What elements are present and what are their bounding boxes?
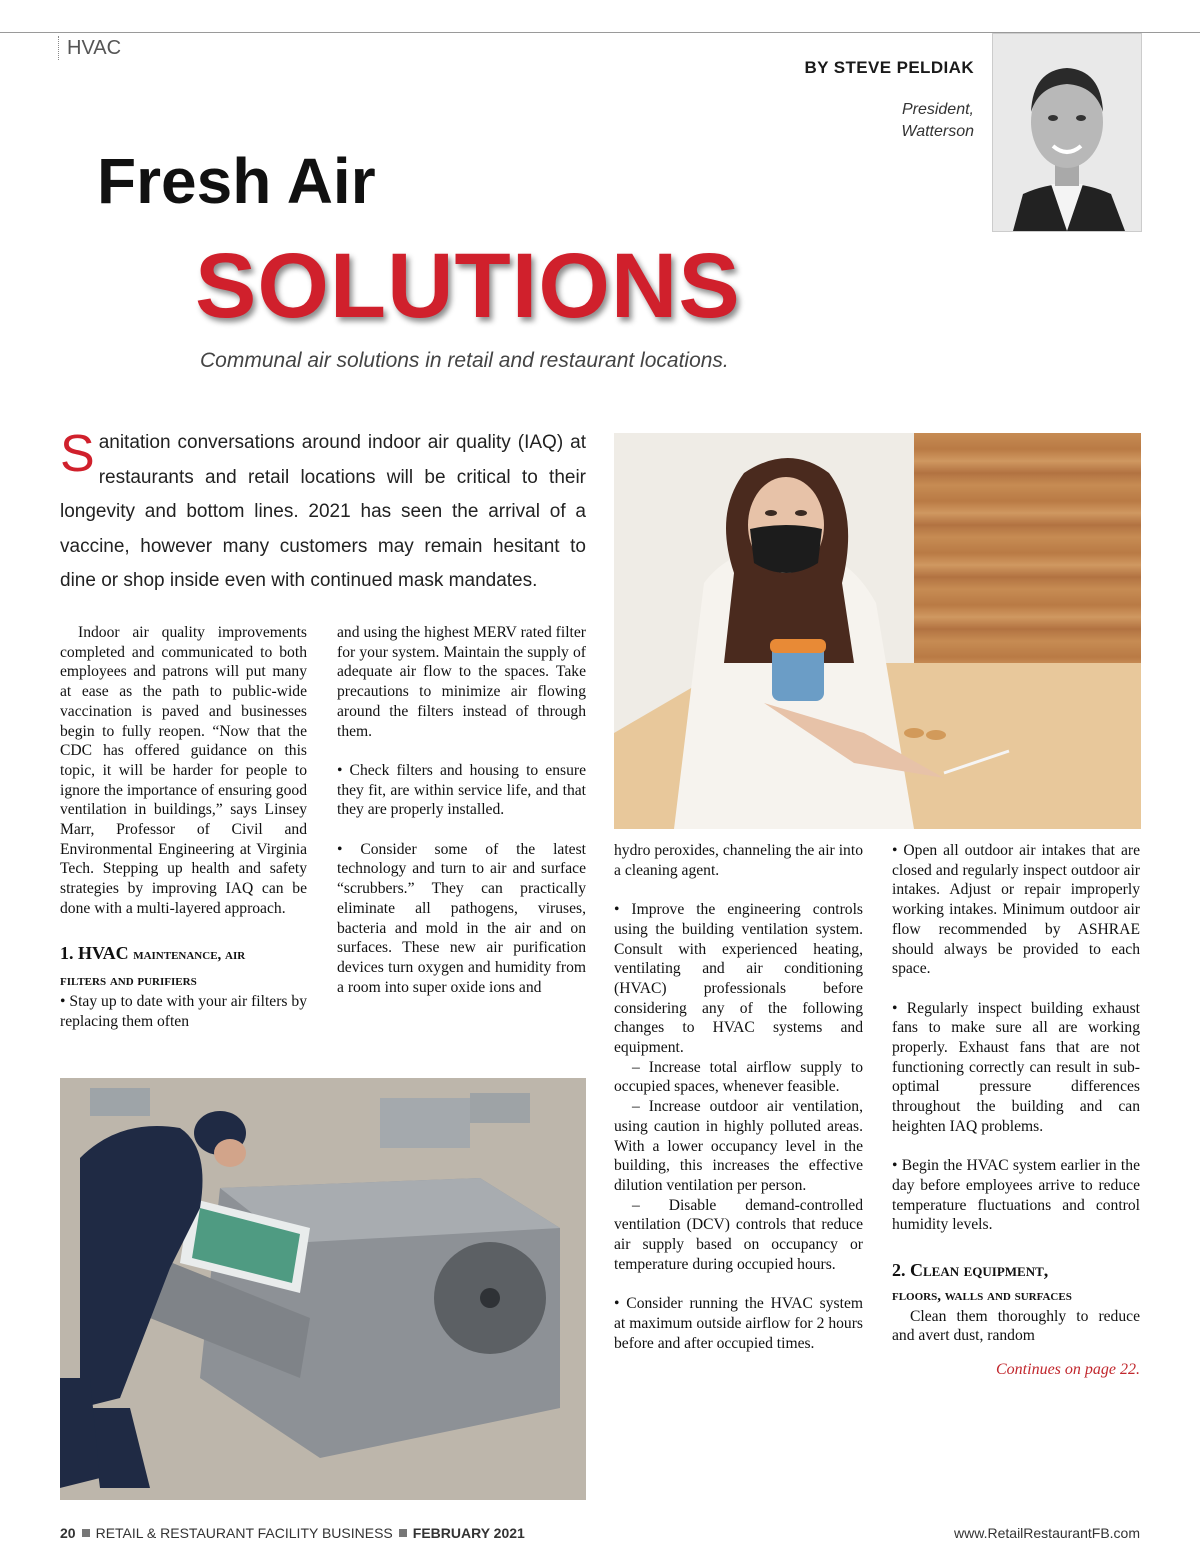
author-portrait-image: [993, 34, 1141, 231]
author-title: [774, 99, 974, 143]
col3-paragraph-5: – Disable demand-controlled ventilation (DCV) controls that reduce air supply based on occupancy or temperature during occupied hours.: [614, 1196, 863, 1273]
column-2: [337, 623, 586, 997]
col2-paragraph-1: and using the highest MERV rated filter for your system. Maintain the supply of adequate air flow to the spaces. Take precautions to minimize air flowing around the filters instead of through them.: [337, 624, 586, 740]
headline-line2: SOLUTIONS: [195, 235, 741, 337]
column-4: [892, 841, 1140, 1380]
col4-paragraph-2: • Regularly inspect building exhaust fans to make sure all are working properly. Exhaust fans that are not functioning correctly can result in sub-optimal pressure differences throughout the building and can heighten IAQ problems.: [892, 999, 1140, 1135]
section-tag: HVAC: [58, 36, 121, 60]
photo-woman-with-mask: [614, 433, 1141, 829]
footer-url[interactable]: www.RetailRestaurantFB.com: [954, 1525, 1140, 1541]
section-heading-2: [892, 1255, 1140, 1307]
footer-left: [60, 1525, 525, 1541]
column-3: [614, 841, 863, 1353]
section-heading-1: [60, 938, 307, 992]
technician-photo-image: [60, 1078, 586, 1500]
drop-cap: S: [60, 425, 95, 483]
section-heading-1-number: 1. HVAC: [60, 943, 129, 964]
section-heading-2-line1: 2. Clean equipment,: [892, 1259, 1049, 1280]
col4-paragraph-4: Clean them thoroughly to reduce and avert dust, random: [892, 1307, 1140, 1345]
photo-hvac-technician: [60, 1078, 586, 1500]
col3-paragraph-4: – Increase outdoor air ventilation, using caution in highly polluted areas. With a lower occupancy level in the building, this increases the effective dilution ventilation per person.: [614, 1098, 863, 1194]
col3-paragraph-6: • Consider running the HVAC system at maximum outside airflow for 2 hours before and after occupied times.: [614, 1295, 863, 1352]
headline-line1: Fresh Air: [97, 145, 376, 217]
col2-paragraph-3: • Consider some of the latest technology and turn to air and surface “scrubbers.” They can practically eliminate all pathogens, viruses, bacteria and mold in the air and on surfaces. These new air purification devices turn oxygen and humidity from a room into super oxide ions and: [337, 840, 586, 996]
col3-paragraph-3: – Increase total airflow supply to occupied spaces, whenever feasible.: [614, 1058, 863, 1096]
woman-photo-image: [614, 433, 1141, 829]
col4-paragraph-1: • Open all outdoor air intakes that are closed and regularly inspect outdoor air intakes. Adjust or repair improperly working intakes. Minimum outdoor air flow recommended by ASHRAE should always be provided to each space.: [892, 842, 1140, 978]
intro-text: anitation conversations around indoor air quality (IAQ) at restaurants and retail locations will be critical to their longevity and bottom lines. 2021 has seen the arrival of a vaccine, however many customers may remain hesitant to dine or shop inside even with continued mask mandates.: [60, 432, 586, 591]
col1-paragraph-2: • Stay up to date with your air filters by replacing them often: [60, 993, 307, 1030]
column-1: [60, 623, 307, 1032]
col1-paragraph-1: Indoor air quality improvements completed and communicated to both employees and patrons will put many at ease as the path to public-wide vaccination is paved and businesses begin to fully reopen. “Now that the CDC has offered guidance on this topic, it will be harder for people to ignore the importance of ensuring good ventilation in buildings,” says Linsey Marr, Professor of Civil and Environmental Engineering at Virginia Tech. Stepping up health and safety strategies by improving IAQ can be done with a multi-layered approach.: [60, 624, 307, 917]
issue-date: FEBRUARY 2021: [412, 1525, 525, 1541]
section-heading-2-line2: floors, walls and surfaces: [892, 1287, 1072, 1304]
col4-paragraph-3: • Begin the HVAC system earlier in the day before employees arrive to reduce temperature fluctuations and control humidity levels.: [892, 1157, 1140, 1234]
publication-name: RETAIL & RESTAURANT FACILITY BUSINESS: [95, 1525, 393, 1541]
author-title-line1: President,: [901, 101, 974, 118]
author-title-line2: Watterson: [901, 123, 974, 140]
col3-paragraph-2: • Improve the engineering controls using the building ventilation system. Consult with experienced heating, ventilating and air conditioning (HVAC) professionals before considering any of the following changes to HVAC systems and equipment.: [614, 901, 863, 1057]
section-heading-1-line2: filters and purifiers: [60, 973, 197, 990]
col2-paragraph-2: • Check filters and housing to ensure they fit, are within service life, and that they are properly installed.: [337, 761, 586, 819]
col3-paragraph-1: hydro peroxides, channeling the air into a cleaning agent.: [614, 842, 863, 879]
deck-subtitle: Communal air solutions in retail and restaurant locations.: [200, 349, 729, 372]
separator-square: [399, 1529, 407, 1537]
page-number: 20: [60, 1525, 76, 1541]
intro-paragraph: [60, 426, 586, 599]
byline: BY STEVE PELDIAK: [804, 58, 974, 77]
separator-square: [82, 1529, 90, 1537]
continued-notice: Continues on page 22.: [996, 1361, 1140, 1379]
section-heading-1-text: maintenance, air: [133, 947, 246, 964]
author-photo: [992, 33, 1142, 232]
